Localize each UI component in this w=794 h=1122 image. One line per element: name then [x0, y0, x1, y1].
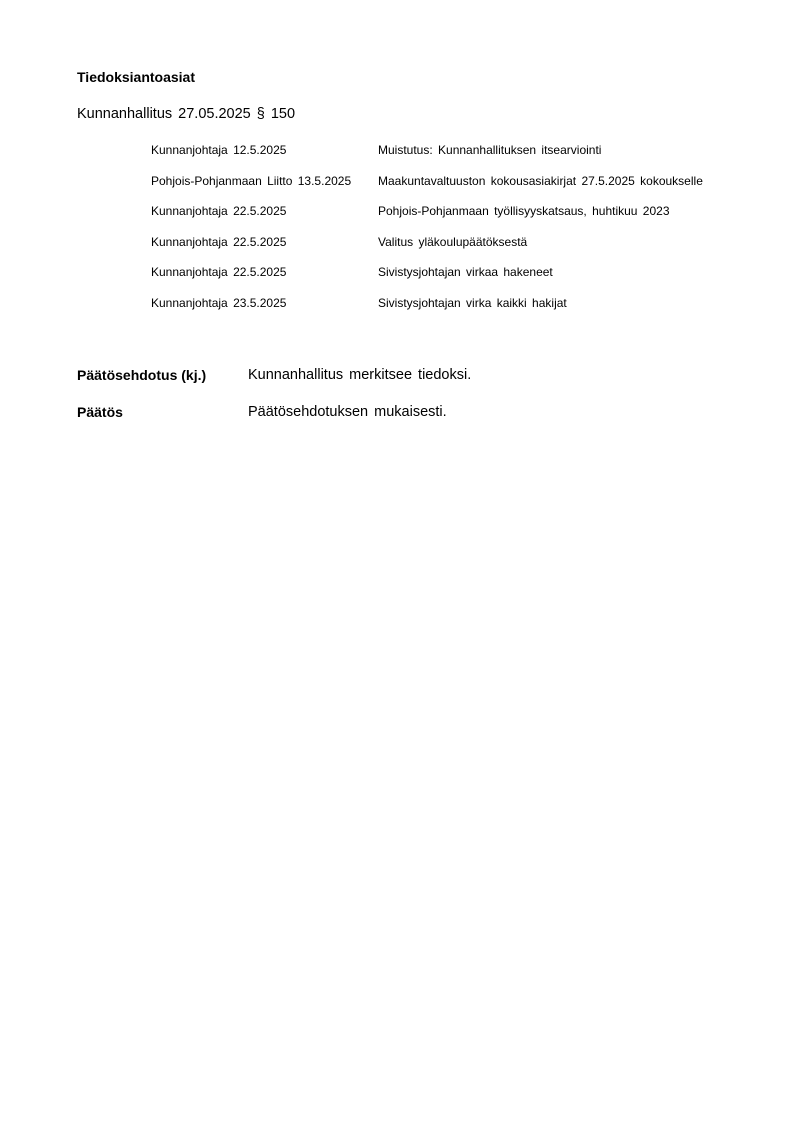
decision-text: Päätösehdotuksen mukaisesti. — [248, 404, 447, 420]
item-sender: Kunnanjohtaja 12.5.2025 — [151, 143, 287, 157]
item-subject: Valitus yläkoulupäätöksestä — [378, 234, 528, 249]
list-item — [151, 294, 751, 325]
meeting-reference: Kunnanhallitus 27.05.2025 § 150 — [77, 106, 296, 122]
item-sender: Kunnanjohtaja 22.5.2025 — [151, 204, 287, 218]
item-subject: Maakuntavaltuuston kokousasiakirjat 27.5.2025 kokoukselle — [378, 173, 703, 188]
proposal-text: Kunnanhallitus merkitsee tiedoksi. — [248, 367, 472, 383]
item-sender: Kunnanjohtaja 23.5.2025 — [151, 295, 287, 310]
item-sender: Pohjois-Pohjanmaan Liitto 13.5.2025 — [151, 173, 352, 188]
item-subject: Sivistysjohtajan virkaa hakeneet — [378, 265, 553, 279]
proposal-label: Päätösehdotus (kj.) — [77, 367, 207, 383]
list-item — [151, 202, 751, 233]
item-subject: Muistutus: Kunnanhallituksen itsearviointi — [378, 143, 602, 157]
item-sender: Kunnanjohtaja 22.5.2025 — [151, 234, 287, 249]
item-subject: Sivistysjohtajan virka kaikki hakijat — [378, 295, 567, 310]
list-item — [151, 172, 751, 203]
notification-items-list — [151, 141, 751, 324]
item-subject: Pohjois-Pohjanmaan työllisyyskatsaus, huhtikuu 2023 — [378, 204, 670, 218]
list-item — [151, 263, 751, 294]
list-item — [151, 233, 751, 264]
decision-label: Päätös — [77, 404, 123, 420]
list-item — [151, 141, 751, 172]
section-title: Tiedoksiantoasiat — [77, 69, 196, 85]
item-sender: Kunnanjohtaja 22.5.2025 — [151, 265, 287, 279]
